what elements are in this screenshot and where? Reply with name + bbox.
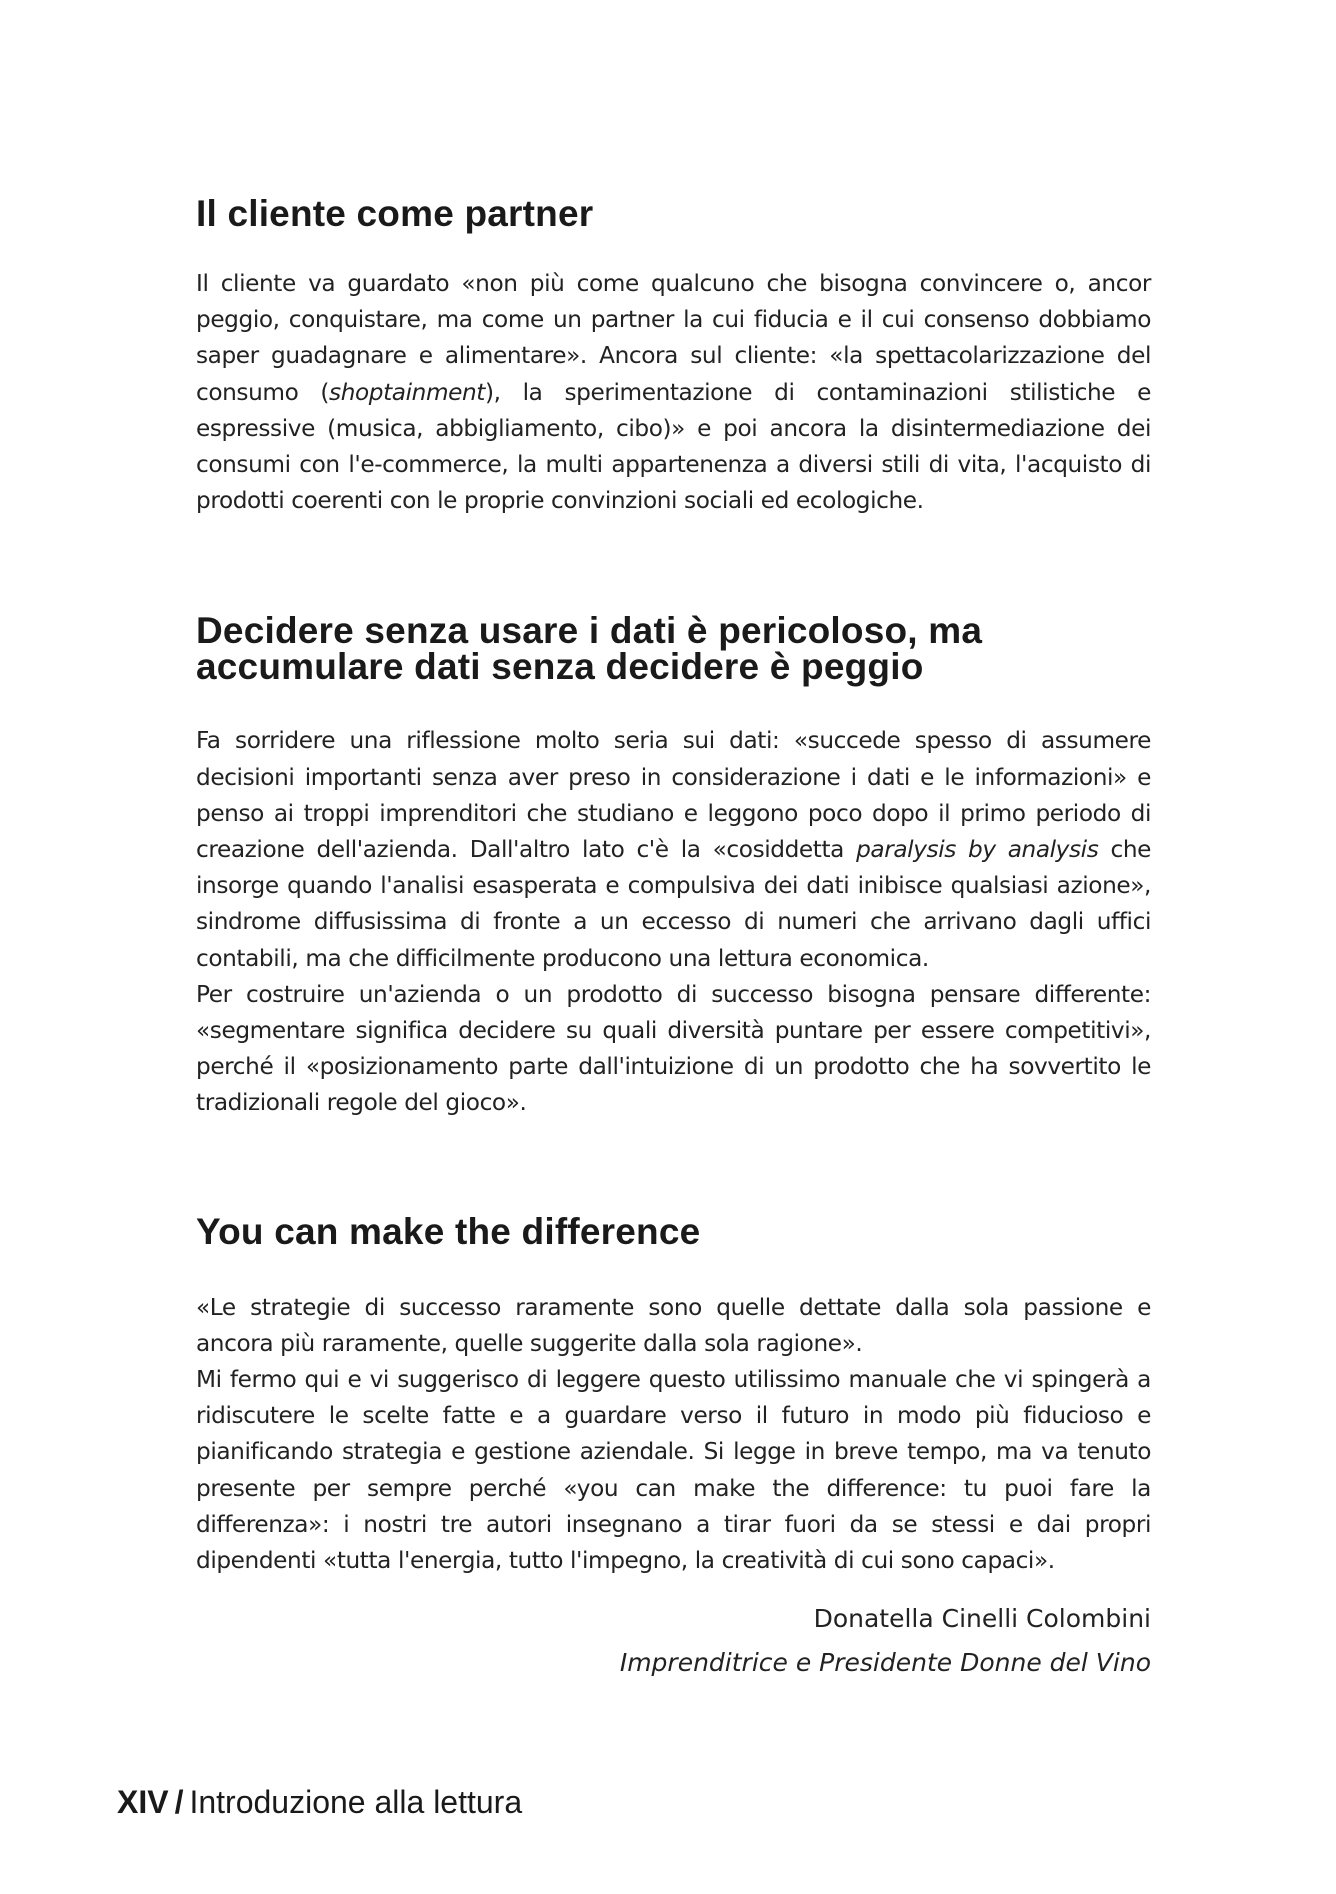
page-content	[196, 188, 1151, 1685]
section-heading-decidere-dati: Decidere senza usare i dati è pericoloso, ma accumulare dati senza decidere è peggio	[196, 610, 983, 688]
text-run: Mi fermo qui e vi suggerisco di leggere questo utilissimo manuale che vi spingerà a ridiscutere le scelte fatte e a guardare verso il futuro in modo più fiducioso e pianificando strategia e gestione aziendale. Si legge in breve tempo, ma va tenuto presente per sempre perché «you can make the difference: tu puoi fare la differenza»: i nostri tre autori insegnano a tirar fuori da se stessi e dai propri dipendenti «tutta l'energia, tutto l'impegno, la creatività di cui sono capaci».	[196, 1366, 1151, 1575]
footer-separator: /	[174, 1784, 184, 1820]
page-number: XIV	[117, 1784, 169, 1820]
section-body-cliente-partner	[196, 266, 1151, 519]
section-body-decidere-dati	[196, 723, 1151, 1121]
italic-text-run: shoptainment	[329, 378, 485, 406]
paragraph	[196, 977, 1151, 1122]
signature-name: Donatella Cinelli Colombini	[813, 1604, 1151, 1634]
text-run: Per costruire un'azienda o un prodotto di successo bisogna pensare differente: «segmentare significa decidere su quali diversità puntare per essere competitivi», perché il «posizionamento parte dall'intuizione di un prodotto che ha sovvertito le tradizionali regole del gioco».	[196, 980, 1151, 1117]
text-run: ), la sperimentazione di contaminazioni stilistiche e espressive (musica, abbigliamento, cibo)» e poi ancora la disintermediazione dei consumi con l'e-commerce, la multi appartenenza a diversi stili di vita, l'acquisto di prodotti coerenti con le proprie convinzioni sociali ed ecologiche.	[196, 378, 1151, 515]
section-heading-cliente-partner: Il cliente come partner	[196, 193, 594, 234]
paragraph	[196, 266, 1151, 519]
paragraph	[196, 723, 1151, 976]
paragraph	[196, 1290, 1151, 1362]
page-footer	[117, 1784, 522, 1821]
text-run: Il cliente va guardato «non più come qualcuno che bisogna convincere o, ancor peggio, conquistare, ma come un partner la cui fiducia e il cui consenso dobbiamo saper guadagnare e alimentare». Ancora sul cliente: «la spettacolarizzazione del consumo (	[196, 270, 1151, 406]
italic-text-run: paralysis by analysis	[856, 836, 1099, 864]
footer-section-title: Introduzione alla lettura	[189, 1784, 523, 1820]
section-heading-make-difference: You can make the difference	[196, 1210, 701, 1252]
section-body-make-difference	[196, 1290, 1151, 1580]
text-run: Fa sorridere una riflessione molto seria sui dati: «succede spesso di assumere decisioni importanti senza aver preso in considerazione i dati e le informazioni» e penso ai troppi imprenditori che studiano e leggono poco dopo il primo periodo di creazione dell'azienda. Dall'altro lato c'è la «cosiddetta	[196, 727, 1151, 864]
paragraph	[196, 1362, 1151, 1579]
text-run: che insorge quando l'analisi esasperata e compulsiva dei dati inibisce qualsiasi azione», sindrome diffusissima di fronte a un eccesso di numeri che arrivano dagli uffici contabili, ma che difficilmente producono una lettura economica.	[196, 836, 1151, 972]
text-run: «Le strategie di successo raramente sono quelle dettate dalla sola passione e ancora più raramente, quelle suggerite dalla sola ragione».	[196, 1293, 1151, 1357]
signature-role: Imprenditrice e Presidente Donne del Vino	[619, 1648, 1151, 1678]
signature-block	[196, 1597, 1151, 1685]
